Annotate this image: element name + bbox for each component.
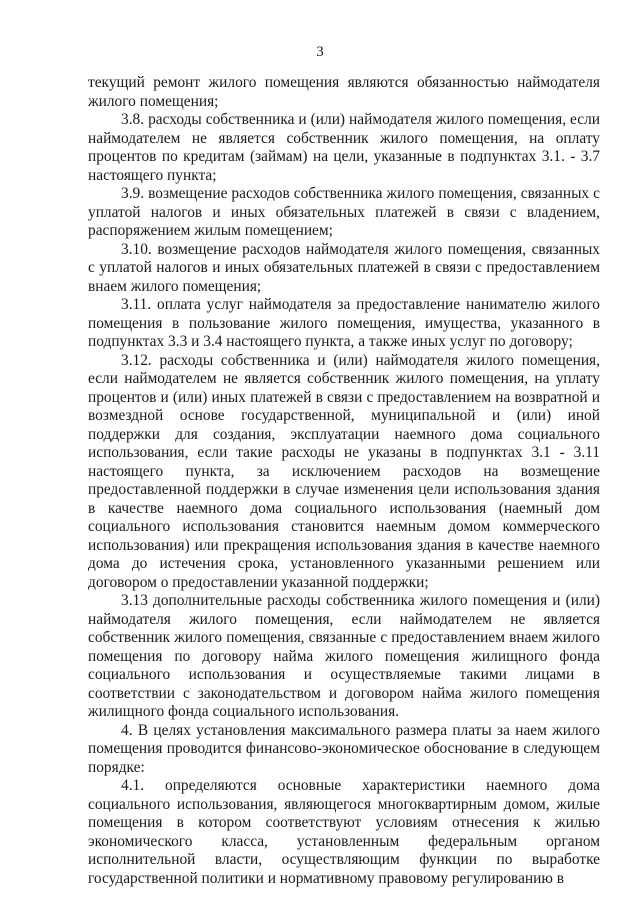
paragraph-3-11: 3.11. оплата услуг наймодателя за предоставление нанимателю жилого помещения в пользование жилого помещения, имущества, указанного в подпунктах 3.3 и 3.4 настоящего пункта, а также иных услуг по договору; [88, 296, 600, 350]
paragraph-3-12: 3.12. расходы собственника и (или) наймодателя жилого помещения, если наймодателем не является собственник жилого помещения, на уплату процентов и (или) иных платежей в связи с предоставлением на возвратной и возмездной основе государственной, муниципальной и (или) иной поддержки для создания, эксплуатации наемного дома социального использования, если такие расходы не указаны в подпунктах 3.1 - 3.11 настоящего пункта, за исключением расходов на возмещение предоставленной поддержки в случае изменения цели использования здания в качестве наемного дома социального использования (наемный дом социального использования становится наемным домом коммерческого использования) или прекращения использования здания в качестве наемного дома до истечения срока, установленного указанными решением или договором о предоставлении указанной поддержки; [88, 351, 600, 591]
paragraph-3-8: 3.8. расходы собственника и (или) наймодателя жилого помещения, если наймодателем не является собственник жилого помещения, на оплату процентов по кредитам (займам) на цели, указанные в подпунктах 3.1. - 3.7 настоящего пункта; [88, 111, 600, 184]
paragraph-4: 4. В целях установления максимального размера платы за наем жилого помещения проводится финансово-экономическое обоснование в следующем порядке: [88, 721, 600, 776]
paragraph-continuation: текущий ремонт жилого помещения являются обязанностью наймодателя жилого помещения; [88, 74, 600, 110]
page-number: 3 [316, 44, 324, 60]
paragraph-3-13: 3.13 дополнительные расходы собственника жилого помещения и (или) наймодателя жилого помещения, если наймодателем не является собственник жилого помещения, связанные с предоставлением внаем жилого помещения по договору найма жилого помещения жилищного фонда социального использования и осуществляемые такими лицами в соответствии с законодательством и договором найма жилого помещения жилищного фонда социального использования. [88, 592, 600, 720]
document-body [88, 74, 600, 888]
paragraph-3-9: 3.9. возмещение расходов собственника жилого помещения, связанных с уплатой налогов и иных обязательных платежей в связи с владением, распоряжением жилым помещением; [88, 185, 600, 239]
paragraph-4-1: 4.1. определяются основные характеристики наемного дома социального использования, являющегося многоквартирным домом, жилые помещения в котором соответствуют условиям отнесения к жилью экономического класса, установленным федеральным органом исполнительной власти, осуществляющим функции по выработке государственной политики и нормативному правовому регулированию в [88, 777, 600, 887]
paragraph-3-10: 3.10. возмещение расходов наймодателя жилого помещения, связанных с уплатой налогов и иных обязательных платежей в связи с предоставлением внаем жилого помещения; [88, 240, 600, 295]
